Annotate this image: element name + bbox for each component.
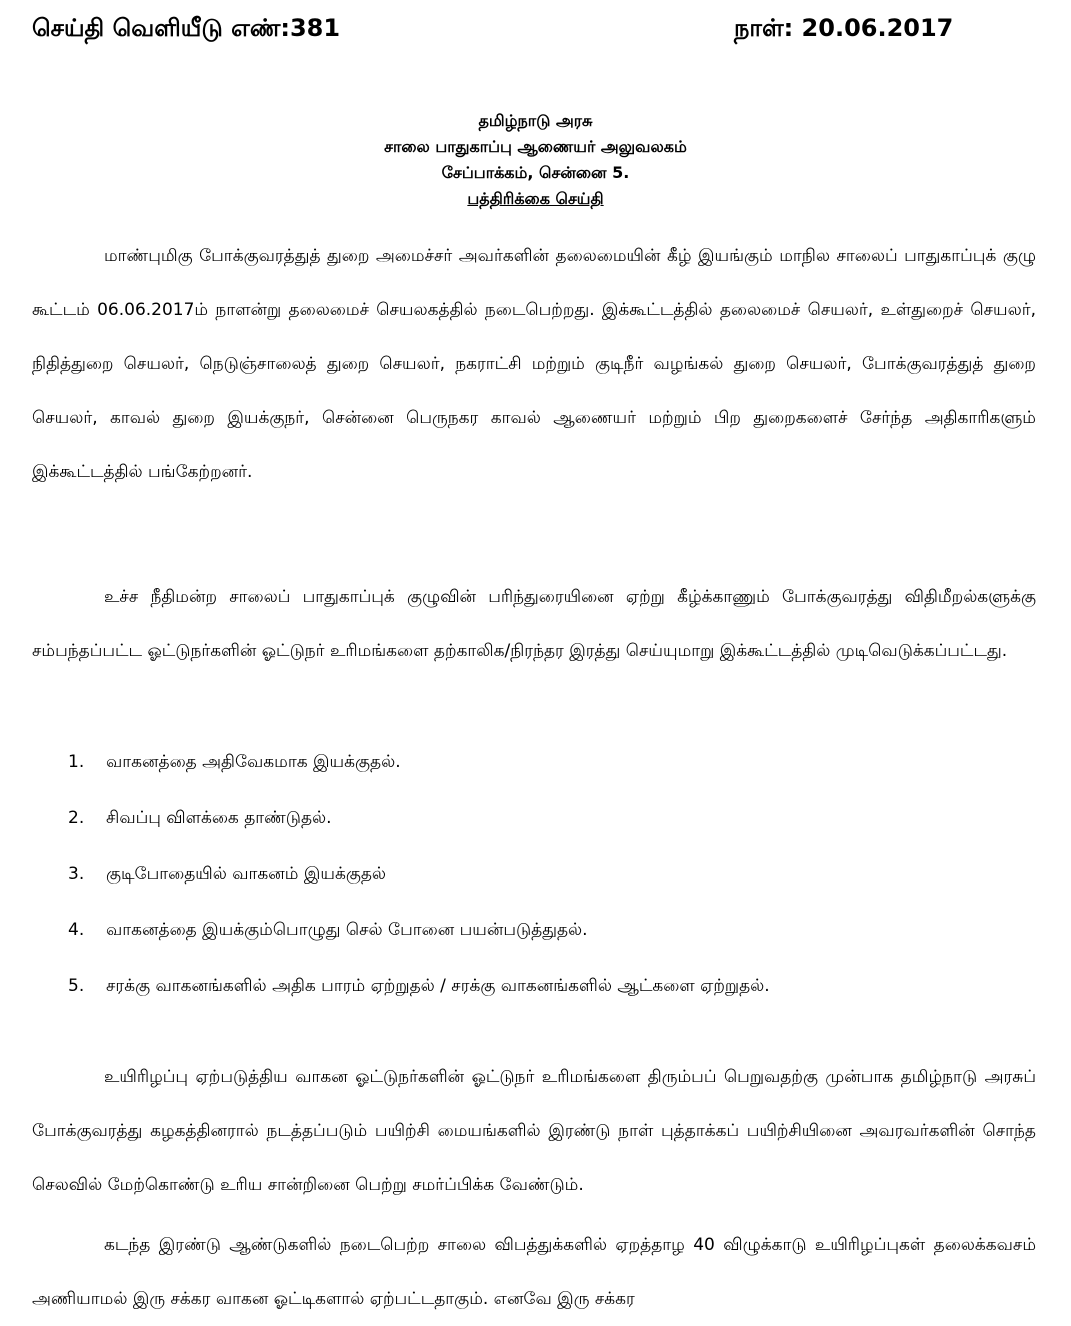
list-item bbox=[68, 752, 1028, 808]
org-header bbox=[0, 108, 1071, 212]
paragraph-helmet: கடந்த இரண்டு ஆண்டுகளில் நடைபெற்ற சாலை விபத்துக்களில் ஏறத்தாழ 40 விழுக்காடு உயிரிழப்புகள் தலைக்கவசம் அணியாமல் இரு சக்கர வாகன ஓட்டிகளால் ஏற்பட்டதாகும். எனவே இரு சக்கர bbox=[32, 1235, 1036, 1309]
org-office: சாலை பாதுகாப்பு ஆணையர் அலுவலகம் bbox=[384, 137, 687, 156]
paragraph-training: உயிரிழப்பு ஏற்படுத்திய வாகன ஓட்டுநர்களின் ஓட்டுநர் உரிமங்களை திரும்பப் பெறுவதற்கு முன்பாக தமிழ்நாடு அரசுப் போக்குவரத்து கழகத்தினரால் நடத்தப்படும் பயிற்சி மையங்களில் இரண்டு நாள் புத்தாக்கப் பயிற்சியினை அவரவர்களின் சொந்த செலவில் மேற்கொண்டு உரிய சான்றினை பெற்று சமர்ப்பிக்க வேண்டும். bbox=[32, 1067, 1036, 1195]
list-item bbox=[68, 976, 1028, 1032]
list-number: 4. bbox=[68, 920, 85, 940]
list-number: 5. bbox=[68, 976, 85, 996]
list-number: 1. bbox=[68, 752, 85, 772]
paragraph-meeting: மாண்புமிகு போக்குவரத்துத் துறை அமைச்சர் அவர்களின் தலைமையின் கீழ் இயங்கும் மாநில சாலைப் பாதுகாப்புக் குழு கூட்டம் 06.06.2017ம் நாளன்று தலைமைச் செயலகத்தில் நடைபெற்றது. இக்கூட்டத்தில் தலைமைச் செயலர், உள்துறைச் செயலர், நிதித்துறை செயலர், நெடுஞ்சாலைத் துறை செயலர், நகராட்சி மற்றும் குடிநீர் வழங்கல் துறை செயலர், போக்குவரத்துத் துறை செயலர், காவல் துறை இயக்குநர், சென்னை பெருநகர காவல் ஆணையர் மற்றும் பிற துறைகளைச் சேர்ந்த அதிகாரிகளும் இக்கூட்டத்தில் பங்கேற்றனர். bbox=[32, 246, 1036, 482]
list-text: வாகனத்தை அதிவேகமாக இயக்குதல். bbox=[106, 752, 401, 772]
org-government: தமிழ்நாடு அரசு bbox=[478, 111, 593, 130]
list-item bbox=[68, 920, 1028, 976]
paragraph-decision: உச்ச நீதிமன்ற சாலைப் பாதுகாப்புக் குழுவின் பரிந்துரையினை ஏற்று கீழ்க்காணும் போக்குவரத்து விதிமீறல்களுக்கு சம்பந்தப்பட்ட ஓட்டுநர்களின் ஓட்டுநர் உரிமங்களை தற்காலிக/நிரந்தர இரத்து செய்யுமாறு இக்கூட்டத்தில் முடிவெடுக்கப்பட்டது. bbox=[32, 587, 1036, 661]
list-item bbox=[68, 864, 1028, 920]
press-release-heading: பத்திரிக்கை செய்தி bbox=[467, 189, 604, 208]
list-number: 2. bbox=[68, 808, 85, 828]
list-text: வாகனத்தை இயக்கும்பொழுது செல் போனை பயன்படுத்துதல். bbox=[106, 920, 588, 940]
list-text: சிவப்பு விளக்கை தாண்டுதல். bbox=[106, 808, 332, 828]
org-address: சேப்பாக்கம், சென்னை 5. bbox=[441, 163, 630, 182]
release-date: நாள்: 20.06.2017 bbox=[734, 14, 954, 42]
list-text: குடிபோதையில் வாகனம் இயக்குதல் bbox=[106, 864, 387, 884]
list-item bbox=[68, 808, 1028, 864]
violations-list bbox=[68, 752, 1028, 1032]
list-number: 3. bbox=[68, 864, 85, 884]
list-text: சரக்கு வாகனங்களில் அதிக பாரம் ஏற்றுதல் / சரக்கு வாகனங்களில் ஆட்களை ஏற்றுதல். bbox=[106, 976, 770, 996]
release-number: செய்தி வெளியீடு எண்:381 bbox=[32, 14, 341, 42]
